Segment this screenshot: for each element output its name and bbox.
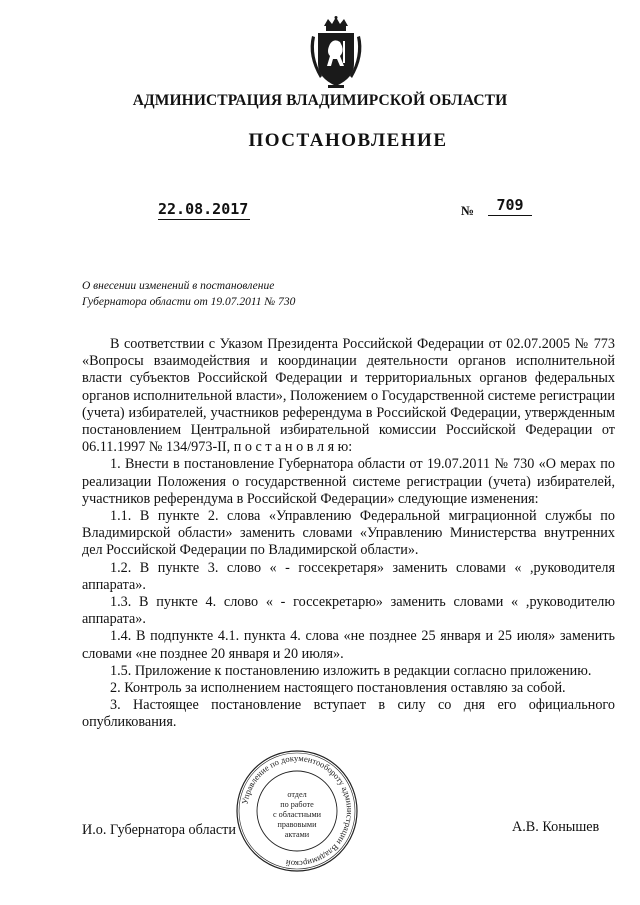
signatory-position: И.о. Губернатора области — [82, 822, 236, 838]
item-1-5: 1.5. Приложение к постановлению изложить в редакции согласно приложению. — [110, 662, 592, 679]
item-1-3: 1.3. В пункте 4. слово « - госсекретарю» заменить словами « ,руководителю аппарата». — [82, 594, 615, 628]
document-number: 709 — [488, 196, 532, 216]
item-1: 1. Внести в постановление Губернатора области от 19.07.2011 № 730 «О мерах по реализации Положения о государственной системе регистрации (учета) избирателей, участников референдума в Российской Федерации» следующие изменения: — [82, 456, 615, 507]
coat-of-arms-emblem — [304, 16, 368, 90]
subject-line: Губернатора области от 19.07.2011 № 730 — [82, 296, 296, 308]
stamp-center-line: с областными — [272, 810, 322, 819]
item-1-1: 1.1. В пункте 2. слова «Управлению Федеральной миграционной службы по Владимирской области» заменить словами «Управлению Министерства внутренних дел Российской Федерации по Владимирской области». — [82, 508, 615, 559]
signatory-name: А.В. Конышев — [512, 819, 600, 835]
preamble-paragraph: В соответствии с Указом Президента Российской Федерации от 02.07.2005 № 773 «Вопросы взаимодействия и координации деятельности органов исполнительной власти субъектов Российской Федерации и территориальных органов федеральных органов исполнительной власти», Положением о Государственной системе регистрации (учета) избирателей, участников референдума в Российской Федерации, утвержденным постановлением Центральной избирательной комиссии Российской Федерации от 06.11.1997 № 134/973-II, п о с т а н о в л я ю: — [82, 336, 615, 456]
stamp-center-line: правовыми — [277, 820, 317, 829]
item-2: 2. Контроль за исполнением настоящего постановления оставляю за собой. — [110, 680, 566, 697]
document-subject — [82, 278, 382, 310]
official-stamp — [234, 748, 360, 874]
organization-title: АДМИНИСТРАЦИЯ ВЛАДИМИРСКОЙ ОБЛАСТИ — [132, 92, 508, 109]
document-date: 22.08.2017 — [158, 200, 249, 218]
document-body — [82, 336, 615, 732]
stamp-ring-text: Управление по документообороту администрации Владимирской — [239, 752, 356, 870]
document-type-title: ПОСТАНОВЛЕНИЕ — [248, 130, 448, 151]
stamp-center-line: актами — [284, 830, 310, 839]
item-1-2: 1.2. В пункте 3. слово « - госсекретаря» заменить словами « ,руководителя аппарата». — [82, 559, 615, 593]
number-label: № — [461, 203, 475, 218]
item-1-4: 1.4. В подпункте 4.1. пункта 4. слова «не позднее 25 января и 25 июля» заменить словами «не позднее 20 января и 20 июля». — [82, 628, 615, 662]
stamp-center-line: по работе — [280, 800, 314, 809]
subject-line: О внесении изменений в постановление — [82, 280, 275, 292]
stamp-center-line: отдел — [287, 790, 307, 799]
item-3: 3. Настоящее постановление вступает в силу со дня его официального опубликования. — [82, 697, 615, 731]
